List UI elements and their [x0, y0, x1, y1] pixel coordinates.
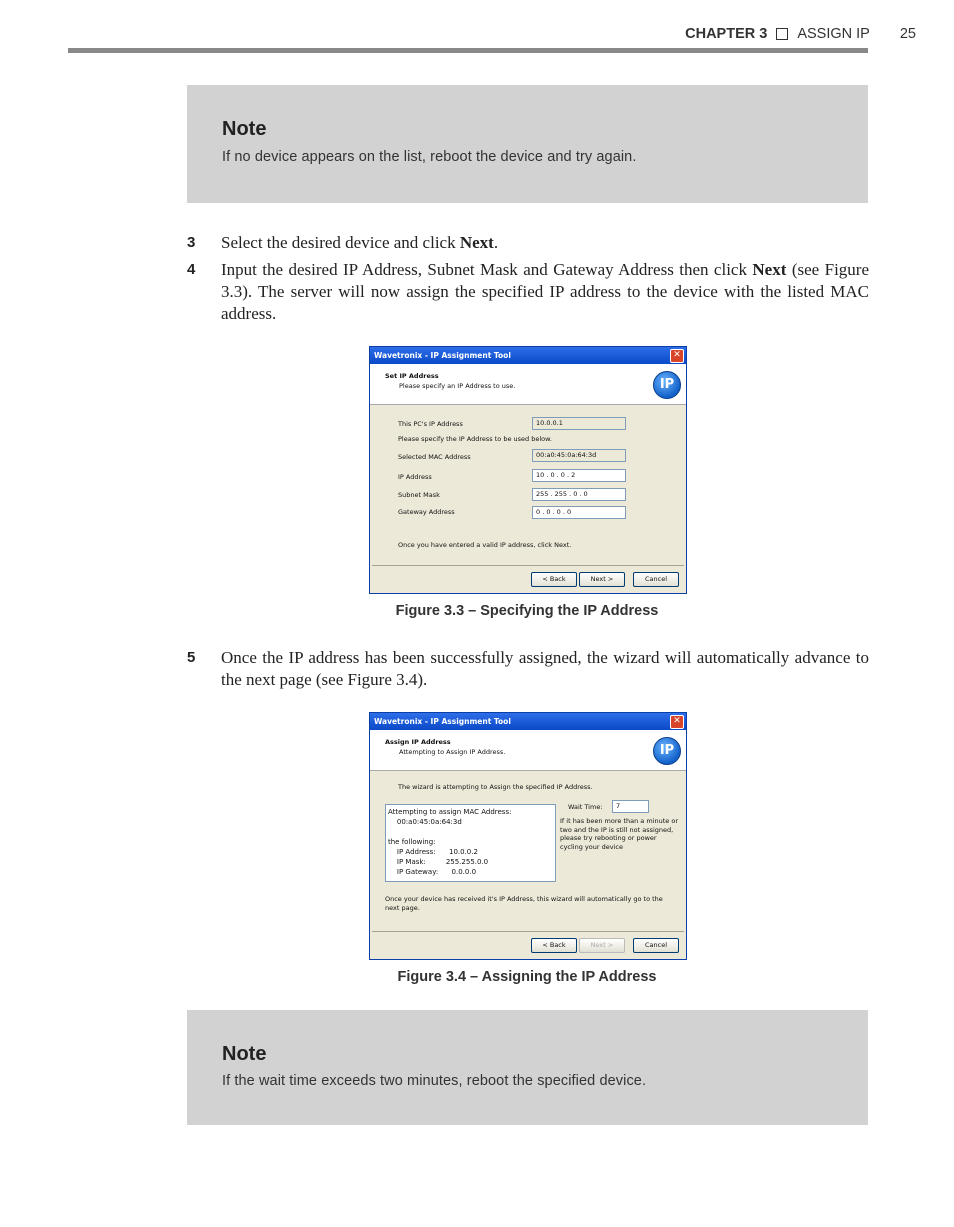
next-button[interactable]: Next >	[579, 572, 625, 587]
next-button: Next >	[579, 938, 625, 953]
gateway-label: Gateway Address	[398, 508, 455, 516]
mac-field: 00:a0:45:0a:64:3d	[532, 449, 626, 462]
step-3	[187, 232, 869, 254]
instruction-text: Please specify the IP Address to be used below.	[398, 435, 552, 443]
subnet-mask-input[interactable]: 255 . 255 . 0 . 0	[532, 488, 626, 501]
step-bold: Next	[752, 260, 787, 279]
section-label: ASSIGN IP	[797, 26, 870, 42]
wait-time-field: 7	[612, 800, 649, 813]
step-text-tail: .	[493, 233, 499, 252]
wizard-header	[370, 364, 686, 405]
wizard-subheading: Please specify an IP Address to use.	[399, 382, 516, 390]
footer-text: Once you have entered a valid IP address, click Next.	[398, 541, 572, 549]
window-title: Wavetronix - IP Assignment Tool	[374, 351, 511, 360]
log-line: Attempting to assign MAC Address:	[388, 808, 512, 816]
hint-text: If it has been more than a minute or two and the IP is still not assigned, please try rebooting or power cycling your device	[560, 817, 678, 851]
button-separator	[372, 931, 684, 932]
wizard-heading: Assign IP Address	[385, 738, 451, 746]
step-text: Select the desired device and click	[221, 233, 460, 252]
log-line: 00:a0:45:0a:64:3d	[388, 818, 462, 826]
footer-text: Once your device has received it's IP Address, this wizard will automatically go to the next page.	[385, 895, 663, 912]
step-text: Once the IP address has been successfully assigned, the wizard will automatically advance to the next page (see Figure 3.4).	[221, 648, 869, 689]
log-line: IP Address: 10.0.0.2	[388, 848, 478, 856]
figure-caption-3-4: Figure 3.4 – Assigning the IP Address	[397, 969, 657, 985]
note-body: If the wait time exceeds two minutes, reboot the specified device.	[222, 1073, 647, 1089]
step-number: 3	[187, 234, 196, 251]
step-text-tail: (see Figure 3.3). The server will now assign the specified IP address to the device with the listed MAC address.	[221, 260, 869, 323]
gateway-input[interactable]: 0 . 0 . 0 . 0	[532, 506, 626, 519]
note-box-1	[187, 85, 868, 203]
step-5	[187, 647, 869, 691]
close-icon[interactable]: ✕	[670, 349, 684, 363]
chapter-label: CHAPTER 3	[685, 26, 768, 42]
ip-logo-icon: IP	[653, 371, 681, 399]
ip-tool-dialog-assign	[369, 712, 687, 960]
page-number: 25	[899, 26, 916, 42]
log-line: IP Gateway: 0.0.0.0	[388, 868, 477, 876]
back-button[interactable]: < Back	[531, 572, 577, 587]
separator-box-icon	[776, 28, 788, 40]
ip-logo-icon: IP	[653, 737, 681, 765]
step-4	[187, 259, 869, 325]
mac-label: Selected MAC Address	[398, 453, 471, 461]
step-text: Input the desired IP Address, Subnet Mask and Gateway Address then click	[221, 260, 753, 279]
wizard-subheading: Attempting to Assign IP Address.	[399, 748, 506, 756]
log-line: the following:	[388, 838, 436, 846]
wizard-heading: Set IP Address	[385, 372, 439, 380]
ip-label: IP Address	[398, 473, 432, 481]
step-bold: Next	[459, 233, 494, 252]
title-bar	[370, 713, 686, 730]
note-title: Note	[222, 1043, 267, 1065]
step-number: 5	[187, 649, 196, 666]
log-line	[388, 827, 553, 837]
status-text: The wizard is attempting to Assign the specified IP Address.	[398, 783, 593, 791]
title-bar	[370, 347, 686, 364]
log-line: IP Mask: 255.255.0.0	[388, 858, 489, 866]
assignment-log	[385, 804, 556, 882]
pc-ip-field: 10.0.0.1	[532, 417, 626, 430]
note-title: Note	[222, 118, 267, 140]
wizard-header	[370, 730, 686, 771]
close-icon[interactable]: ✕	[670, 715, 684, 729]
note-body: If no device appears on the list, reboot the device and try again.	[222, 149, 637, 165]
mask-label: Subnet Mask	[398, 491, 440, 499]
pc-ip-label: This PC's IP Address	[398, 420, 463, 428]
note-box-2	[187, 1010, 868, 1125]
ip-tool-dialog-set	[369, 346, 687, 594]
button-separator	[372, 565, 684, 566]
window-title: Wavetronix - IP Assignment Tool	[374, 717, 511, 726]
cancel-button[interactable]: Cancel	[633, 938, 679, 953]
figure-caption-3-3: Figure 3.3 – Specifying the IP Address	[395, 603, 659, 619]
cancel-button[interactable]: Cancel	[633, 572, 679, 587]
header-rule	[68, 48, 868, 53]
step-number: 4	[187, 261, 196, 278]
ip-address-input[interactable]: 10 . 0 . 0 . 2	[532, 469, 626, 482]
wait-time-label: Wait Time:	[568, 803, 603, 811]
back-button[interactable]: < Back	[531, 938, 577, 953]
running-header	[685, 26, 916, 42]
